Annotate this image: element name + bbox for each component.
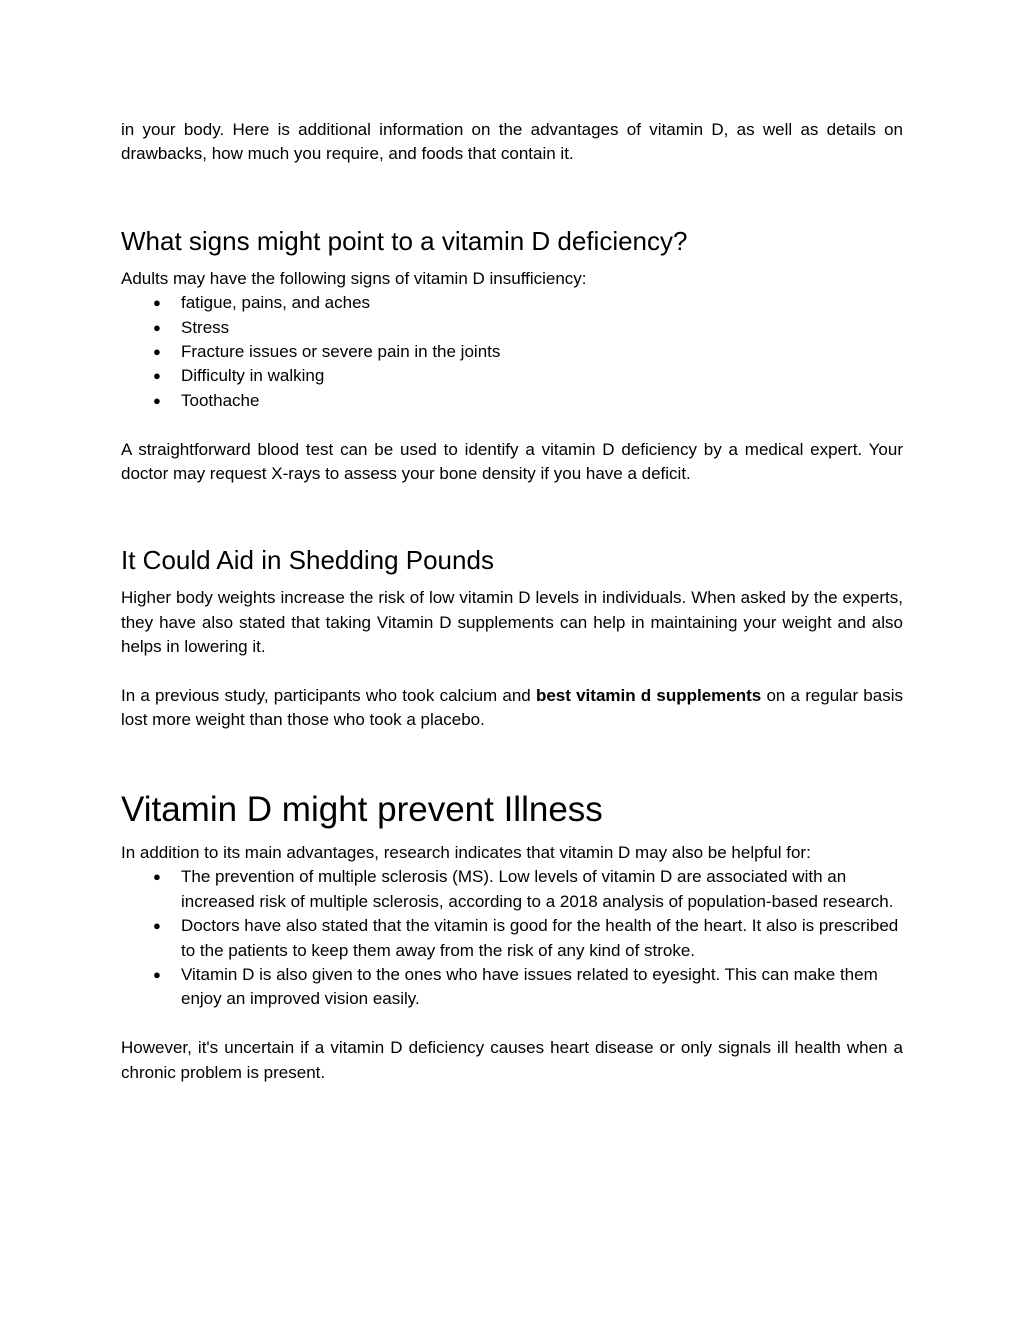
heading-illness: Vitamin D might prevent Illness: [121, 789, 603, 829]
bullet-icon: ●: [153, 918, 161, 934]
document-page: [121, 118, 903, 1085]
bullet-icon: ●: [153, 368, 161, 384]
bold-keyword: best vitamin d supplements: [535, 686, 762, 706]
signs-list: [121, 291, 903, 413]
illness-list: [121, 865, 903, 1011]
bullet-icon: ●: [153, 295, 161, 311]
list-item: ● Fracture issues or severe pain in the joints: [121, 340, 903, 364]
list-item: ● Difficulty in walking: [121, 364, 903, 388]
list-item: ● Vitamin D is also given to the ones who have issues related to eyesight. This can make them enjoy an improved vision easily.: [153, 964, 878, 1009]
weight-paragraph-2: In a previous study, participants who took calcium and best vitamin d supplements on a regular basis lost more weight than those who took a placebo.: [121, 686, 903, 730]
list-item: ● Doctors have also stated that the vitamin is good for the health of the heart. It also is prescribed to the patients to keep them away from the risk of any kind of stroke.: [153, 916, 899, 960]
list-item: ● Toothache: [121, 389, 903, 413]
heading-signs: What signs might point to a vitamin D deficiency?: [121, 225, 688, 256]
illness-lead: In addition to its main advantages, research indicates that vitamin D may also be helpful for:: [121, 842, 811, 862]
bullet-icon: ●: [153, 869, 161, 885]
bullet-icon: ●: [153, 392, 161, 408]
heading-weight: It Could Aid in Shedding Pounds: [121, 545, 494, 576]
list-item: ● The prevention of multiple sclerosis (MS). Low levels of vitamin D are associated with an increased risk of multiple sclerosis, according to a 2018 analysis of population-based research.: [153, 867, 894, 911]
bullet-icon: ●: [153, 344, 161, 360]
illness-paragraph: However, it's uncertain if a vitamin D deficiency causes heart disease or only signals ill health when a chronic problem is present.: [121, 1038, 903, 1082]
signs-paragraph: A straightforward blood test can be used to identify a vitamin D deficiency by a medical expert. Your doctor may request X-rays to assess your bone density if you have a deficit.: [121, 439, 903, 484]
list-item: ● Stress: [121, 316, 903, 340]
weight-paragraph-1: Higher body weights increase the risk of low vitamin D levels in individuals. When asked by the experts, they have also stated that taking Vitamin D supplements can help in maintaining your weight and also helps in lowering it.: [121, 588, 903, 657]
intro-paragraph: in your body. Here is additional information on the advantages of vitamin D, as well as details on drawbacks, how much you require, and foods that contain it.: [121, 120, 903, 164]
bullet-icon: ●: [153, 319, 161, 335]
signs-lead: Adults may have the following signs of vitamin D insufficiency:: [121, 268, 587, 288]
list-item: ● fatigue, pains, and aches: [121, 291, 903, 315]
bullet-icon: ●: [153, 966, 161, 982]
